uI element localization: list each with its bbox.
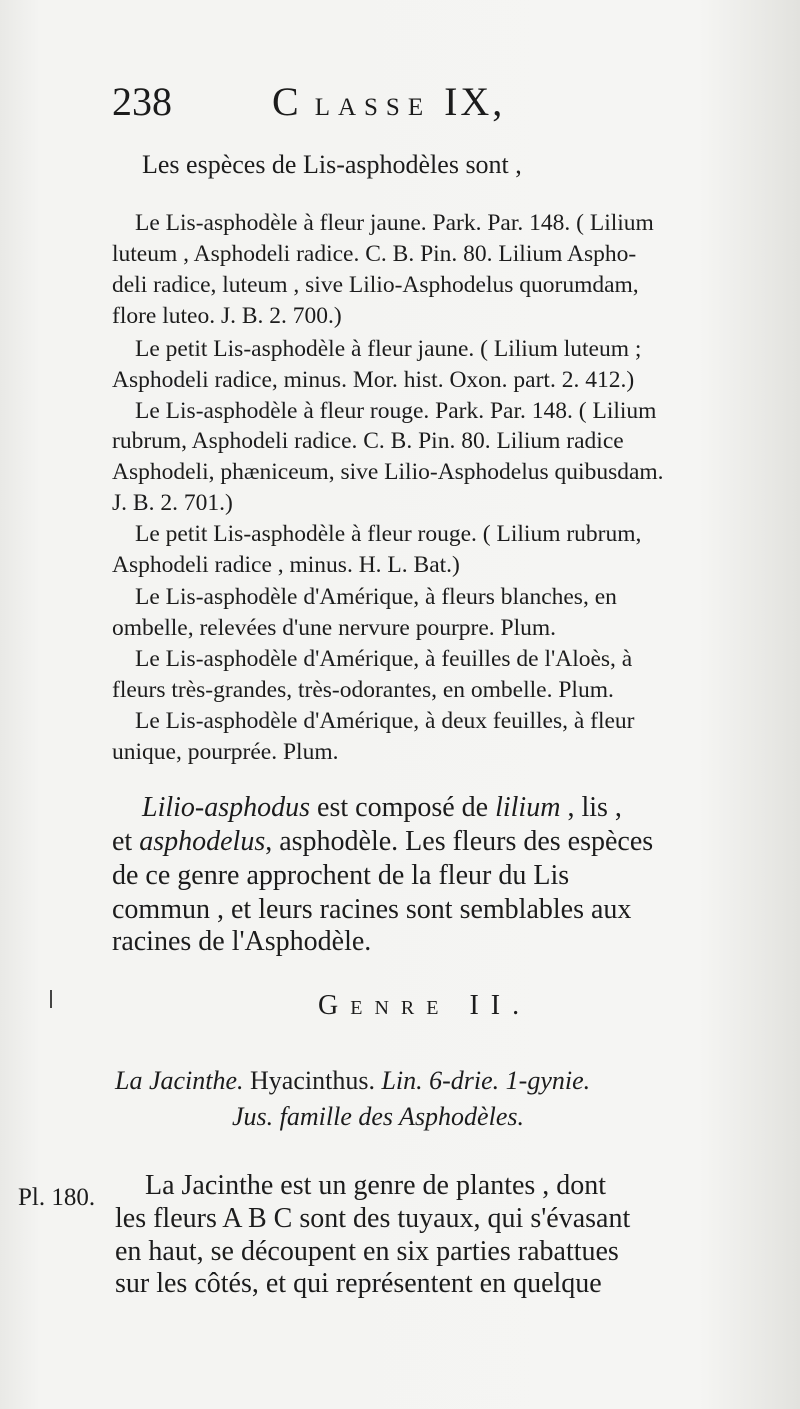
etymology-text: est composé de bbox=[310, 792, 496, 823]
paragraph-line: sur les côtés, et qui représentent en quelque bbox=[115, 1268, 602, 1299]
genus-linnaean-class: Lin. 6-drie. 1-gynie. bbox=[381, 1066, 591, 1095]
species-line: Le Lis-asphodèle à fleur jaune. Park. Par. 148. ( Lilium bbox=[135, 210, 654, 236]
page-number: 238 bbox=[112, 79, 172, 124]
species-line: deli radice, luteum , sive Lilio-Asphodelus quorumdam, bbox=[112, 272, 639, 298]
paragraph-line: en haut, se découpent en six parties rabattues bbox=[115, 1236, 619, 1267]
genre-heading bbox=[318, 990, 531, 1022]
genus-french-name: La Jacinthe. bbox=[115, 1066, 244, 1095]
species-line: J. B. 2. 701.) bbox=[112, 490, 233, 516]
genus-family: Jus. famille des Asphodèles. bbox=[232, 1102, 524, 1131]
species-line: flore luteo. J. B. 2. 700.) bbox=[112, 303, 342, 329]
species-line: Le petit Lis-asphodèle à fleur jaune. ( Lilium luteum ; bbox=[135, 336, 642, 362]
margin-mark bbox=[50, 990, 52, 1008]
species-line: fleurs très-grandes, très-odorantes, en ombelle. Plum. bbox=[112, 677, 614, 703]
genre-numeral: II. bbox=[469, 990, 532, 1021]
species-line: unique, pourprée. Plum. bbox=[112, 739, 339, 765]
section-heading: Les espèces de Lis-asphodèles sont , bbox=[142, 150, 522, 179]
etymology-line: racines de l'Asphodèle. bbox=[112, 926, 372, 957]
etymology-line: de ce genre approchent de la fleur du Lis bbox=[112, 860, 570, 891]
species-line: Asphodeli radice , minus. H. L. Bat.) bbox=[112, 552, 460, 578]
class-title-rest: LASSE bbox=[314, 94, 432, 121]
genre-cap: G bbox=[318, 990, 351, 1021]
etymology-line bbox=[142, 792, 622, 824]
species-line: Asphodeli, phæniceum, sive Lilio-Asphodelus quibusdam. bbox=[112, 459, 664, 485]
species-line: Le Lis-asphodèle à fleur rouge. Park. Par. 148. ( Lilium bbox=[135, 398, 657, 424]
running-header bbox=[112, 78, 772, 128]
species-line: Le Lis-asphodèle d'Amérique, à feuilles de l'Aloès, à bbox=[135, 646, 633, 672]
etymology-line: commun , et leurs racines sont semblables aux bbox=[112, 894, 632, 925]
species-line: luteum , Asphodeli radice. C. B. Pin. 80. Lilium Aspho- bbox=[112, 241, 637, 267]
genus-latin-name: Hyacinthus. bbox=[243, 1066, 382, 1095]
species-line: Le petit Lis-asphodèle à fleur rouge. ( Lilium rubrum, bbox=[135, 521, 642, 547]
latin-term: Lilio-asphodus bbox=[142, 792, 311, 823]
etymology-line bbox=[112, 826, 653, 858]
class-numeral: IX, bbox=[444, 79, 506, 124]
genre-rest: ENRE bbox=[350, 997, 451, 1019]
etymology-text: , asphodèle. Les fleurs des espèces bbox=[265, 826, 654, 857]
class-title bbox=[272, 78, 505, 125]
latin-term: lilium bbox=[495, 792, 561, 823]
etymology-text: , lis , bbox=[560, 792, 622, 823]
paragraph-line: La Jacinthe est un genre de plantes , dont bbox=[145, 1170, 607, 1201]
species-line: rubrum, Asphodeli radice. C. B. Pin. 80. Lilium radice bbox=[112, 428, 624, 454]
latin-term: asphodelus bbox=[139, 826, 266, 857]
species-line: Le Lis-asphodèle d'Amérique, à fleurs blanches, en bbox=[135, 584, 617, 610]
etymology-text: et bbox=[112, 826, 140, 857]
species-line: Le Lis-asphodèle d'Amérique, à deux feuilles, à fleur bbox=[135, 708, 635, 734]
class-title-cap: C bbox=[272, 79, 302, 124]
genus-heading bbox=[115, 1066, 590, 1096]
species-line: Asphodeli radice, minus. Mor. hist. Oxon. part. 2. 412.) bbox=[112, 367, 635, 393]
paragraph-line: les fleurs A B C sont des tuyaux, qui s'évasant bbox=[115, 1203, 631, 1234]
plate-reference: Pl. 180. bbox=[18, 1184, 96, 1211]
species-line: ombelle, relevées d'une nervure pourpre. Plum. bbox=[112, 615, 557, 641]
